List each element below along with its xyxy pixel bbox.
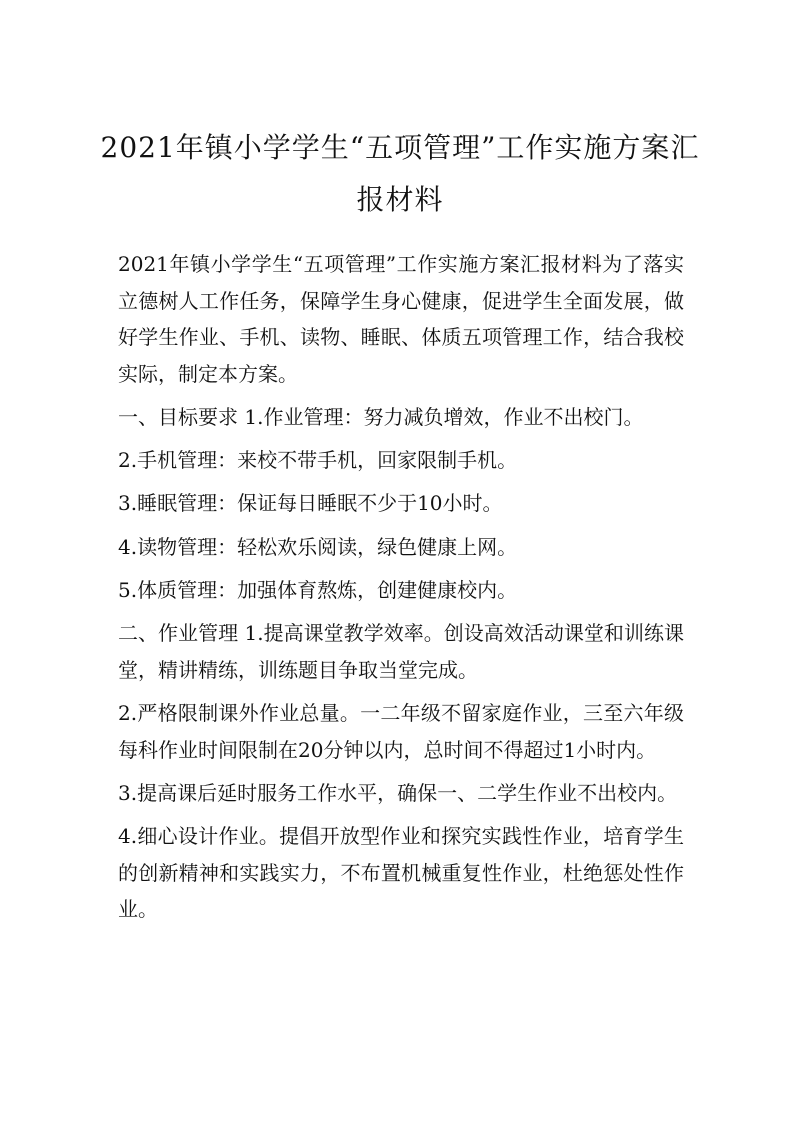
paragraph-homework-design: 4.细心设计作业。提倡开放型作业和探究实践性作业，培育学生的创新精神和实践实力，不布置机械重复性作业，杜绝惩处性作业。 [118, 824, 684, 922]
paragraph-intro: 2021年镇小学学生“五项管理”工作实施方案汇报材料为了落实立德树人工作任务，保障学生身心健康，促进学生全面发展，做好学生作业、手机、读物、睡眠、体质五项管理工作，结合我校实际，制定本方案。 [118, 252, 684, 386]
paragraph-sleep-management: 3.睡眠管理：保证每日睡眠不少于10小时。 [118, 491, 503, 516]
paragraph-after-school-service: 3.提高课后延时服务工作水平，确保一、二学生作业不出校内。 [118, 780, 678, 805]
paragraph-homework-limit: 2.严格限制课外作业总量。一二年级不留家庭作业，三至六年级每科作业时间限制在20分钟以内，总时间不得超过1小时内。 [118, 701, 684, 762]
document-body [118, 246, 684, 928]
paragraph-fitness-management: 5.体质管理：加强体育熬炼，创建健康校内。 [118, 577, 518, 602]
paragraph-goals-homework: 一、目标要求 1.作业管理：努力减负增效，作业不出校门。 [118, 404, 644, 429]
page-title: 2021年镇小学学生“五项管理”工作实施方案汇报材料 [100, 131, 700, 216]
paragraph-homework-section: 二、作业管理 1.提高课堂教学效率。创设高效活动课堂和训练课堂，精讲精练，训练题目争取当堂完成。 [118, 621, 684, 682]
paragraph-phone-management: 2.手机管理：来校不带手机，回家限制手机。 [118, 448, 518, 473]
paragraph-reading-management: 4.读物管理：轻松欢乐阅读，绿色健康上网。 [118, 534, 518, 559]
